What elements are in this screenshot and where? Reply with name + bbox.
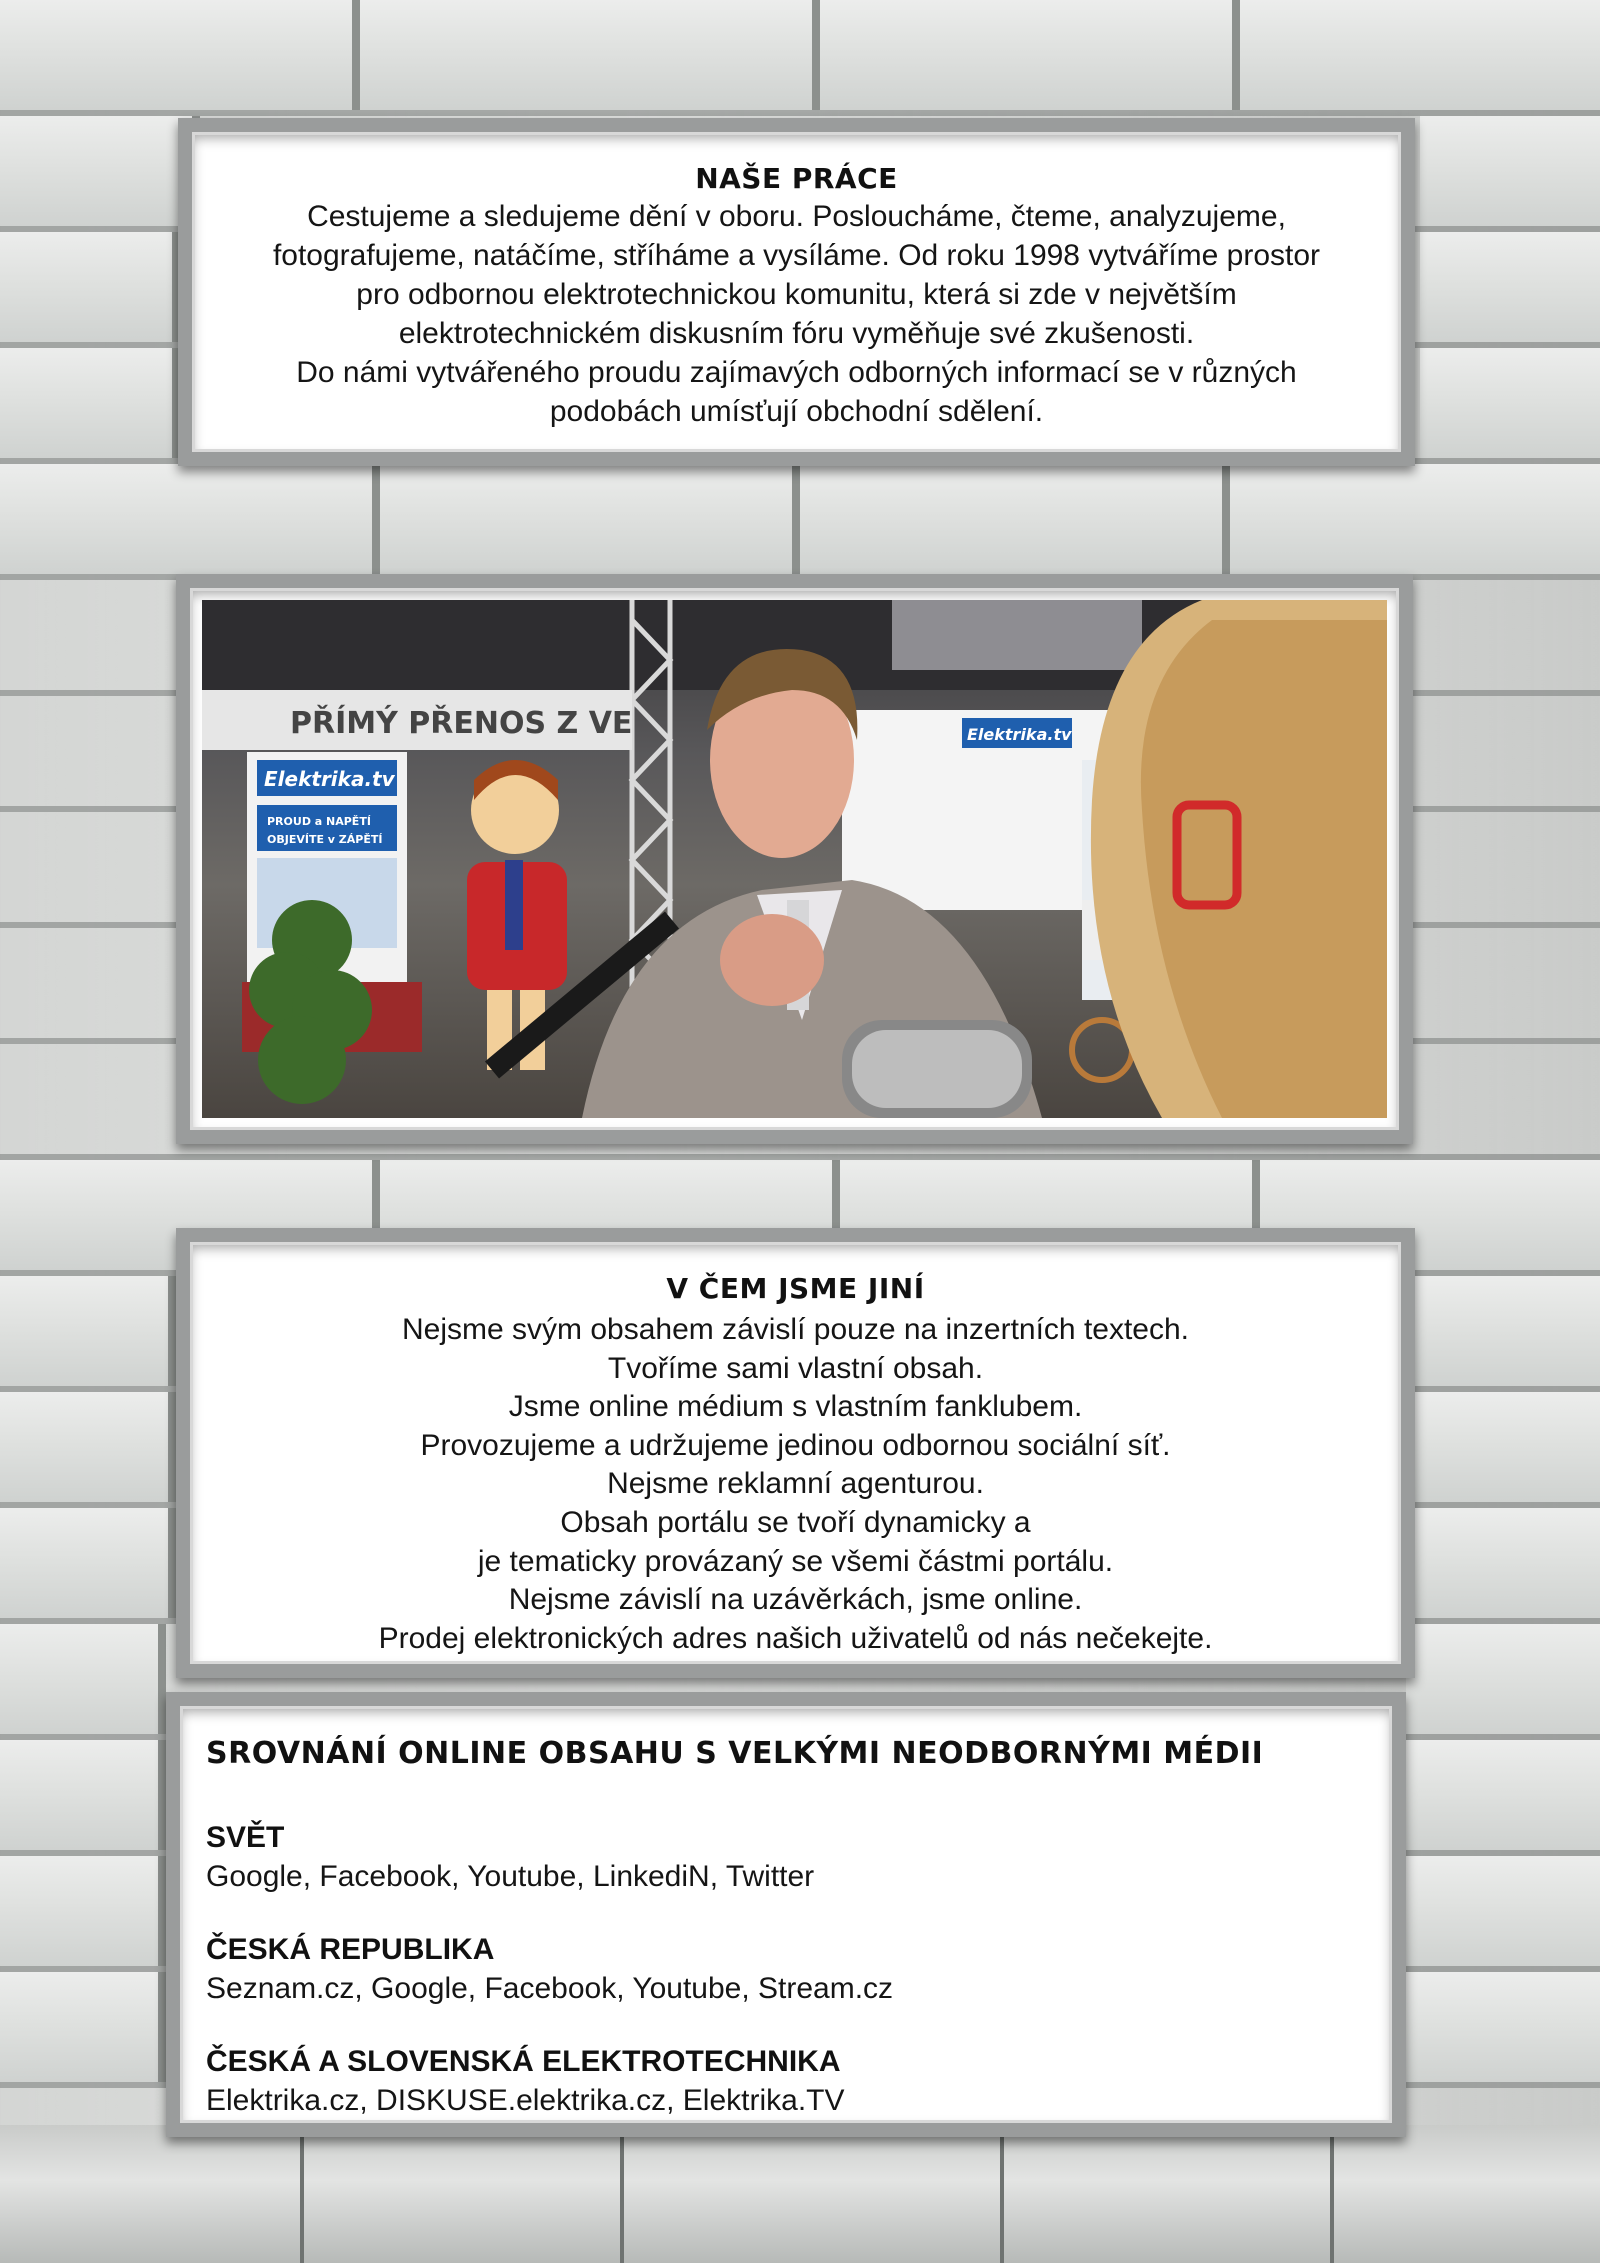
- group-heading: ČESKÁ A SLOVENSKÁ ELEKTROTECHNIKA: [206, 2045, 841, 2078]
- brand-logo-left: Elektrika.tv: [264, 767, 395, 791]
- interview-illustration: [202, 600, 1387, 1118]
- text-line: podobách umísťují obchodní sdělení.: [549, 395, 1044, 428]
- group-items: Google, Facebook, Youtube, LinkediN, Twitter: [206, 1860, 815, 1893]
- interview-photo: [202, 600, 1387, 1118]
- text-line: Jsme online médium s vlastním fanklubem.: [508, 1390, 1083, 1424]
- wooden-floor: [0, 2125, 1600, 2263]
- text-line: Prodej elektronických adres našich uživatelů od nás nečekejte.: [378, 1621, 1213, 1655]
- text-line: Nejsme svým obsahem závislí pouze na inzertních textech.: [401, 1313, 1190, 1346]
- group-heading: ČESKÁ REPUBLIKA: [206, 1933, 495, 1966]
- text-line: elektrotechnickém diskusním fóru vyměňuje své zkušenosti.: [398, 317, 1195, 350]
- brand-logo-right: Elektrika.tv: [967, 725, 1072, 744]
- text-line: Obsah portálu se tvoří dynamicky a: [560, 1505, 1031, 1539]
- text-line: je tematicky provázaný se všemi částmi portálu.: [477, 1544, 1114, 1578]
- text-line: Cestujeme a sledujeme dění v oboru. Posloucháme, čteme, analyzujeme,: [307, 200, 1286, 233]
- text-line: fotografujeme, natáčíme, stříháme a vysíláme. Od roku 1998 vytváříme prostor: [272, 239, 1321, 272]
- media-group-svet: [206, 1819, 1366, 1897]
- media-group-elektrotechnika: [206, 2043, 1366, 2121]
- v-cem-jsme-jini-panel: [176, 1228, 1415, 1678]
- text-line: Do námi vytvářeného proudu zajímavých odborných informací se v různých: [296, 356, 1297, 389]
- group-items: Seznam.cz, Google, Facebook, Youtube, Stream.cz: [206, 1972, 894, 2005]
- nase-prace-panel: [178, 118, 1415, 466]
- media-group-cr: [206, 1931, 1366, 2009]
- poster-line-1: PROUD a NAPĚTÍ: [267, 815, 371, 828]
- text-line: Tvoříme sami vlastní obsah.: [607, 1351, 984, 1385]
- text-line: Nejsme reklamní agenturou.: [607, 1467, 984, 1501]
- nase-prace-title: NAŠE PRÁCE: [695, 162, 898, 195]
- nase-prace-text: [232, 197, 1361, 431]
- srovnani-panel: [166, 1692, 1406, 2137]
- v-cem-jsme-jini-title: V ČEM JSME JINÍ: [666, 1272, 925, 1305]
- poster-line-2: OBJEVÍTE v ZÁPĚTÍ: [267, 833, 383, 846]
- group-items: Elektrika.cz, DISKUSE.elektrika.cz, Elektrika.TV: [206, 2084, 845, 2117]
- banner-text: PŘÍMÝ PŘENOS Z VE: [290, 706, 633, 741]
- woman-figure: [1091, 600, 1387, 1118]
- group-heading: SVĚT: [206, 1821, 285, 1854]
- text-line: pro odbornou elektrotechnickou komunitu, která si zde v největším: [356, 278, 1237, 311]
- text-line: Nejsme závislí na uzávěrkách, jsme online.: [508, 1583, 1083, 1617]
- text-line: Provozujeme a udržujeme jedinou odbornou sociální síť.: [420, 1428, 1171, 1462]
- srovnani-title: SROVNÁNÍ ONLINE OBSAHU S VELKÝMI NEODBORNÝMI MÉDII: [206, 1736, 1264, 1771]
- photo-frame: [176, 574, 1413, 1144]
